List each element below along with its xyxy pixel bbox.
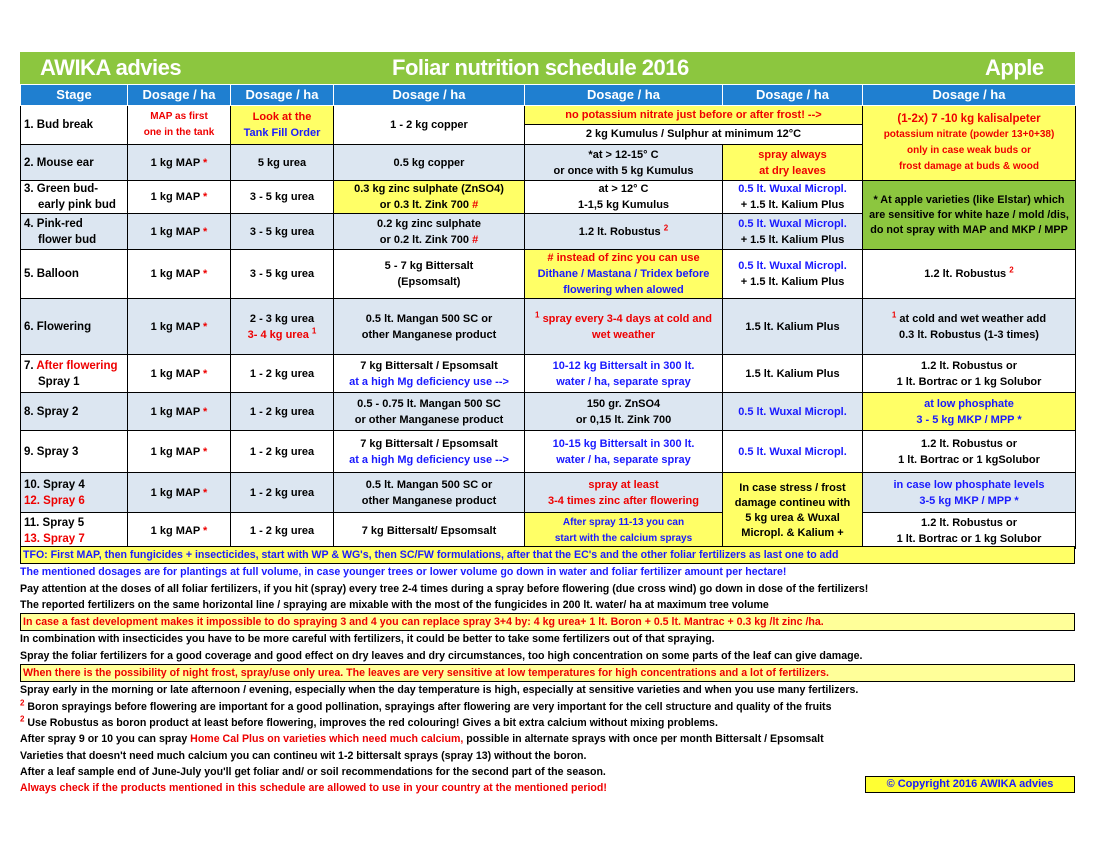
dosage-cell: 1 - 2 kg urea bbox=[231, 431, 334, 473]
cell-text: or 0.3 lt. Zink 700 bbox=[379, 199, 470, 211]
star-mark: * bbox=[203, 367, 208, 380]
cell-text: spray always bbox=[758, 148, 827, 161]
cell-text: at cold and wet weather add bbox=[899, 312, 1047, 325]
cell-text: no potassium nitrate just before or after frost! --> bbox=[525, 106, 862, 125]
cell-text: 1 lt. Bortrac or 1 kg Solubor bbox=[896, 532, 1042, 545]
cell-text: Dithane / Mastana / Tridex before bbox=[537, 268, 710, 280]
schedule-table bbox=[20, 84, 1076, 549]
dosage-cell: 3 - 5 kg urea bbox=[231, 214, 334, 250]
cell-text: 10. Spray 4 bbox=[24, 478, 85, 491]
cell-text: Spray 1 bbox=[38, 375, 80, 388]
note: Spray early in the morning or late afternoon / evening, especially when the day temperature is high, especially at sensitive varieties and when you use many fertilizers. bbox=[20, 684, 859, 697]
cell-text: at a high Mg deficiency use --> bbox=[349, 453, 509, 466]
cell-text: 1 kg MAP bbox=[150, 225, 200, 238]
stage-cell bbox=[21, 473, 128, 513]
cell-text: 12. Spray 6 bbox=[24, 494, 85, 507]
header-stage: Stage bbox=[21, 85, 128, 106]
cell-text: wet weather bbox=[592, 328, 655, 341]
dosage-cell bbox=[128, 214, 231, 250]
stage-cell: 2. Mouse ear bbox=[21, 145, 128, 181]
star-mark: * bbox=[203, 320, 208, 333]
cell-text: 3-4 times zinc after flowering bbox=[548, 494, 699, 507]
cell-text: * At apple varieties (like Elstar) which are sensitive for white haze / mold /dis, do not spray with MAP and MKP / MPP bbox=[869, 193, 1069, 236]
star-mark: * bbox=[203, 268, 208, 280]
dosage-cell: 1 - 2 kg urea bbox=[231, 393, 334, 431]
cell-text: Tank Fill Order bbox=[243, 127, 321, 139]
note bbox=[20, 715, 1080, 731]
star-mark: * bbox=[203, 405, 208, 418]
dosage-cell bbox=[723, 145, 863, 181]
dosage-cell bbox=[723, 473, 863, 549]
cell-text: start with the calcium sprays bbox=[554, 532, 693, 544]
cell-text: 2 kg Kumulus / Sulphur at minimum 12°C bbox=[585, 128, 802, 140]
table-row bbox=[21, 393, 1076, 431]
cell-text: spray at least bbox=[588, 478, 659, 491]
cell-text: *at > 12-15° C bbox=[588, 148, 659, 161]
note: Pay attention at the doses of all foliar fertilizers, if you hit (spray) every tree 2-4 times during a spray before flowering (due cross wind) go down in dose of the fertilizers! bbox=[20, 582, 869, 595]
cell-text: 1 kg MAP bbox=[150, 268, 200, 280]
cell-text: MAP as first bbox=[150, 111, 208, 122]
brand-title: AWIKA advies bbox=[40, 55, 182, 80]
cell-text: 0.3 lt. Robustus (1-3 times) bbox=[899, 328, 1039, 341]
dosage-cell bbox=[525, 214, 723, 250]
note bbox=[20, 731, 1080, 747]
star-mark: * bbox=[203, 225, 208, 238]
star-mark: * bbox=[203, 156, 208, 169]
dosage-cell bbox=[334, 355, 525, 393]
cell-text: 1 lt. Bortrac or 1 kg Solubor bbox=[896, 375, 1042, 388]
cell-text: 7 kg Bittersalt / Epsomsalt bbox=[360, 437, 498, 450]
stage-cell: 9. Spray 3 bbox=[21, 431, 128, 473]
title-bar bbox=[20, 52, 1075, 84]
cell-text: (1-2x) 7 -10 kg kalisalpeter bbox=[897, 113, 1041, 125]
cell-text: flowering when alowed bbox=[563, 284, 684, 296]
stage-cell bbox=[21, 513, 128, 549]
cell-text: 1 kg MAP bbox=[150, 191, 200, 203]
stage-cell bbox=[21, 355, 128, 393]
note-tfo: TFO: First MAP, then fungicides + insecticides, start with WP & WG's, then SC/FW formulations, after that the EC's and the other foliar fertilizers as last one to add bbox=[20, 546, 1075, 564]
cell-text: 11. Spray 5 bbox=[24, 516, 85, 529]
cell-text: 1 kg MAP bbox=[150, 445, 200, 458]
table-row bbox=[21, 355, 1076, 393]
cell-text: water / ha, separate spray bbox=[556, 375, 691, 388]
dosage-cell: 1 - 2 kg copper bbox=[334, 106, 525, 145]
dosage-cell: 3 - 5 kg urea bbox=[231, 181, 334, 214]
dosage-cell bbox=[525, 513, 723, 549]
cell-text: other Manganese product bbox=[361, 494, 497, 507]
copyright-box: © Copyright 2016 AWIKA advies bbox=[865, 776, 1075, 793]
dosage-cell bbox=[334, 250, 525, 299]
table-row bbox=[21, 299, 1076, 355]
dosage-cell bbox=[334, 299, 525, 355]
dosage-cell bbox=[128, 299, 231, 355]
dosage-cell bbox=[128, 145, 231, 181]
dosage-cell bbox=[128, 393, 231, 431]
dosage-cell bbox=[128, 513, 231, 549]
note-text: Home Cal Plus on varieties which need much calcium, bbox=[190, 733, 464, 746]
dosage-cell: 1 - 2 kg urea bbox=[231, 473, 334, 513]
note: The mentioned dosages are for plantings at full volume, in case younger trees or lower volume go down in water and foliar fertilizer amount per hectare! bbox=[20, 566, 787, 579]
dosage-cell: 1 - 2 kg urea bbox=[231, 513, 334, 549]
note-text: Boron sprayings before flowering are important for a good pollination, sprayings after flowering are very important for the cell structure and quality of the fruits bbox=[27, 700, 832, 713]
dosage-cell bbox=[863, 181, 1076, 250]
cell-text: + 1.5 lt. Kalium Plus bbox=[740, 276, 845, 288]
table-row bbox=[21, 431, 1076, 473]
cell-text: 1 kg MAP bbox=[150, 405, 200, 418]
hash-mark: # bbox=[472, 199, 479, 211]
hash-mark: # bbox=[472, 233, 479, 246]
dosage-cell: 1.5 lt. Kalium Plus bbox=[723, 299, 863, 355]
cell-text: 1 kg MAP bbox=[150, 486, 200, 499]
cell-text: spray every 3-4 days at cold and bbox=[542, 312, 712, 325]
cell-text: After flowering bbox=[36, 359, 118, 372]
note: Varieties that doesn't need much calcium you can contineu wit 1-2 bittersalt sprays (spray 13) without the boron. bbox=[20, 749, 587, 762]
dosage-cell bbox=[863, 473, 1076, 513]
cell-text: other Manganese product bbox=[361, 328, 497, 341]
dosage-cell bbox=[525, 181, 723, 214]
cell-text: + 1.5 lt. Kalium Plus bbox=[740, 199, 845, 211]
dosage-cell bbox=[231, 299, 334, 355]
cell-text: 3. Green bud- bbox=[24, 183, 99, 195]
header-row bbox=[21, 85, 1076, 106]
cell-text: 4. Pink-red bbox=[24, 217, 83, 230]
cell-text: 150 gr. ZnSO4 bbox=[586, 397, 661, 410]
cell-text: 0.3 kg zinc sulphate (ZnSO4) bbox=[354, 183, 504, 195]
stage-cell: 1. Bud break bbox=[21, 106, 128, 145]
dosage-cell bbox=[525, 145, 723, 181]
note-text: After spray 9 or 10 you can spray bbox=[20, 733, 191, 746]
cell-text: 13. Spray 7 bbox=[24, 532, 85, 545]
cell-text: 7 kg Bittersalt / Epsomsalt bbox=[360, 359, 498, 372]
cell-text: only in case weak buds or bbox=[907, 145, 1031, 156]
dosage-cell bbox=[334, 214, 525, 250]
note: Spray the foliar fertilizers for a good coverage and good effect on dry leaves and dry circumstances, too high concentration on some parts of the leaf can give damage. bbox=[20, 649, 863, 662]
cell-text: 0.5 - 0.75 lt. Mangan 500 SC bbox=[357, 397, 501, 410]
cell-text: 0.5 lt. Mangan 500 SC or bbox=[365, 478, 493, 491]
cell-text: damage contineu with bbox=[734, 496, 851, 509]
dosage-cell bbox=[525, 299, 723, 355]
stage-cell bbox=[21, 181, 128, 214]
cell-text: 1.2 lt. Robustus bbox=[924, 268, 1007, 280]
cell-text: After spray 11-13 you can bbox=[562, 516, 685, 528]
dosage-cell bbox=[334, 431, 525, 473]
star-mark: * bbox=[203, 524, 208, 537]
cell-text: early pink bud bbox=[38, 199, 116, 211]
cell-text: 0.5 lt. Wuxal Micropl. bbox=[738, 217, 847, 230]
cell-text: 1.2 lt. Robustus or bbox=[921, 516, 1017, 529]
dosage-cell bbox=[525, 393, 723, 431]
table-row bbox=[21, 473, 1076, 513]
note: In combination with insecticides you have to be more careful with fertilizers, it could be better to take some fertilizers out of that spraying. bbox=[20, 633, 715, 646]
cell-text: 3-5 kg MKP / MPP * bbox=[919, 494, 1019, 507]
cell-text: 10-15 kg Bittersalt in 300 lt. bbox=[552, 437, 695, 450]
cell-text: 10-12 kg Bittersalt in 300 lt. bbox=[552, 359, 695, 372]
cell-text: 3 - 5 kg MKP / MPP * bbox=[916, 413, 1022, 426]
cell-text: 1.2 lt. Robustus or bbox=[921, 437, 1017, 450]
dosage-cell bbox=[334, 181, 525, 214]
footnote-mark: 2 bbox=[20, 698, 25, 708]
dosage-cell bbox=[863, 393, 1076, 431]
cell-text: 1-1,5 kg Kumulus bbox=[577, 199, 670, 211]
note: After a leaf sample end of June-July you'll get foliar and/ or soil recommendations for the second part of the season. bbox=[20, 765, 606, 778]
cell-text: water / ha, separate spray bbox=[556, 453, 691, 466]
cell-text: 1 kg MAP bbox=[150, 320, 200, 333]
dosage-cell bbox=[723, 214, 863, 250]
cell-text: at a high Mg deficiency use --> bbox=[349, 375, 509, 388]
footnote-mark: 2 bbox=[1009, 265, 1014, 275]
footnote-mark: 1 bbox=[311, 325, 317, 335]
cell-text: 1.2 lt. Robustus or bbox=[921, 359, 1017, 372]
cell-text: 5 - 7 kg Bittersalt bbox=[384, 260, 474, 272]
cell-text: 3- 4 kg urea bbox=[247, 328, 309, 341]
dosage-cell: 1.5 lt. Kalium Plus bbox=[723, 355, 863, 393]
star-mark: * bbox=[203, 191, 208, 203]
dosage-cell: 0.5 lt. Wuxal Micropl. bbox=[723, 393, 863, 431]
note-warning: Always check if the products mentioned in this schedule are allowed to use in your country at the mentioned period! bbox=[20, 782, 607, 795]
table-row bbox=[21, 181, 1076, 214]
cell-text: 0.5 lt. Wuxal Micropl. bbox=[738, 260, 847, 272]
stage-cell bbox=[21, 214, 128, 250]
dosage-cell bbox=[863, 355, 1076, 393]
cell-text: at dry leaves bbox=[759, 164, 826, 177]
cell-text: 5 kg urea & Wuxal bbox=[745, 511, 840, 524]
cell-text: 0.2 kg zinc sulphate bbox=[377, 217, 481, 230]
footnote-mark: 2 bbox=[663, 222, 669, 232]
cell-text: 1 kg MAP bbox=[150, 156, 200, 169]
cell-text: Look at the bbox=[252, 111, 312, 123]
dosage-cell bbox=[231, 106, 334, 145]
cell-text: Micropl. & Kalium + bbox=[741, 526, 844, 539]
note-boxed: In case a fast development makes it impossible to do spraying 3 and 4 you can replace spray 3+4 by: 4 kg urea+ 1 lt. Boron + 0.5 lt. Mantrac + 0.3 kg /lt zinc /ha. bbox=[20, 613, 1075, 631]
dosage-cell bbox=[334, 473, 525, 513]
note-boxed: When there is the possibility of night frost, spray/use only urea. The leaves are very sensitive at low temperatures for high concentrations and a lot of fertilizers. bbox=[20, 664, 1075, 682]
stage-cell: 5. Balloon bbox=[21, 250, 128, 299]
dosage-cell: 0.5 lt. Wuxal Micropl. bbox=[723, 431, 863, 473]
note: The reported fertilizers on the same horizontal line / spraying are mixable with the most of the fungicides in 200 lt. water/ ha at maximum tree volume bbox=[20, 598, 769, 611]
table-row bbox=[21, 513, 1076, 549]
star-mark: * bbox=[203, 486, 208, 499]
note bbox=[20, 699, 1080, 715]
cell-text: potassium nitrate (powder 13+0+38) bbox=[883, 129, 1055, 140]
dosage-cell bbox=[863, 299, 1076, 355]
stage-cell: 6. Flowering bbox=[21, 299, 128, 355]
dosage-cell bbox=[128, 250, 231, 299]
footnote-mark: 1 bbox=[535, 309, 540, 319]
cell-text: or 0,15 lt. Zink 700 bbox=[575, 413, 672, 426]
header-dosage: Dosage / ha bbox=[863, 85, 1076, 106]
dosage-cell: 7 kg Bittersalt/ Epsomsalt bbox=[334, 513, 525, 549]
cell-text: flower bud bbox=[38, 233, 97, 246]
table-row bbox=[21, 106, 1076, 145]
cell-text: 0.5 lt. Mangan 500 SC or bbox=[365, 312, 493, 325]
header-dosage: Dosage / ha bbox=[525, 85, 723, 106]
dosage-cell bbox=[863, 106, 1076, 181]
dosage-cell bbox=[128, 181, 231, 214]
dosage-cell bbox=[128, 431, 231, 473]
note-text: Use Robustus as boron product at least before flowering, improves the red colouring! Gives a bit extra calcium without mixing problems. bbox=[27, 716, 718, 729]
cell-text: at low phosphate bbox=[924, 397, 1014, 410]
cell-text: (Epsomsalt) bbox=[397, 276, 461, 288]
cell-text: frost damage at buds & wood bbox=[898, 161, 1039, 172]
cell-text: 1 kg MAP bbox=[150, 524, 200, 537]
star-mark: * bbox=[203, 445, 208, 458]
dosage-cell bbox=[863, 431, 1076, 473]
cell-text: in case low phosphate levels bbox=[893, 478, 1045, 491]
cell-text: or once with 5 kg Kumulus bbox=[553, 164, 694, 177]
cell-text: # instead of zinc you can use bbox=[547, 252, 700, 264]
dosage-cell bbox=[525, 355, 723, 393]
cell-text: or 0.2 lt. Zink 700 bbox=[379, 233, 470, 246]
header-dosage: Dosage / ha bbox=[231, 85, 334, 106]
cell-text: 1 lt. Bortrac or 1 kgSolubor bbox=[898, 453, 1040, 466]
cell-text: one in the tank bbox=[143, 127, 215, 138]
dosage-cell: 1 - 2 kg urea bbox=[231, 355, 334, 393]
dosage-cell bbox=[723, 181, 863, 214]
crop-title: Apple bbox=[985, 55, 1044, 80]
dosage-cell bbox=[128, 355, 231, 393]
dosage-cell bbox=[525, 250, 723, 299]
dosage-cell: 3 - 5 kg urea bbox=[231, 250, 334, 299]
cell-text: 0.5 lt. Wuxal Micropl. bbox=[738, 183, 847, 195]
dosage-cell bbox=[863, 513, 1076, 549]
dosage-cell bbox=[334, 393, 525, 431]
schedule-title: Foliar nutrition schedule 2016 bbox=[392, 55, 689, 80]
footnote-mark: 1 bbox=[891, 309, 897, 319]
dosage-cell bbox=[128, 473, 231, 513]
cell-text: 2 - 3 kg urea bbox=[249, 312, 315, 325]
footnote-mark: 2 bbox=[20, 714, 25, 724]
cell-text: or other Manganese product bbox=[354, 413, 504, 426]
dosage-cell bbox=[128, 106, 231, 145]
cell-text: In case stress / frost bbox=[739, 481, 846, 494]
table-row bbox=[21, 250, 1076, 299]
cell-text: + 1.5 lt. Kalium Plus bbox=[740, 233, 845, 246]
note-text: possible in alternate sprays with once per month Bittersalt / Epsomsalt bbox=[463, 733, 824, 746]
cell-text: 7. bbox=[24, 359, 34, 372]
dosage-cell bbox=[723, 250, 863, 299]
header-dosage: Dosage / ha bbox=[128, 85, 231, 106]
dosage-cell: 0.5 kg copper bbox=[334, 145, 525, 181]
cell-text: 1 kg MAP bbox=[150, 367, 200, 380]
cell-text: 1.2 lt. Robustus bbox=[578, 225, 661, 238]
header-dosage: Dosage / ha bbox=[723, 85, 863, 106]
dosage-cell bbox=[525, 106, 863, 145]
dosage-cell bbox=[863, 250, 1076, 299]
dosage-cell: 5 kg urea bbox=[231, 145, 334, 181]
cell-text: at > 12° C bbox=[598, 183, 649, 195]
dosage-cell bbox=[525, 473, 723, 513]
header-dosage: Dosage / ha bbox=[334, 85, 525, 106]
notes-section bbox=[20, 546, 1080, 796]
dosage-cell bbox=[525, 431, 723, 473]
stage-cell: 8. Spray 2 bbox=[21, 393, 128, 431]
